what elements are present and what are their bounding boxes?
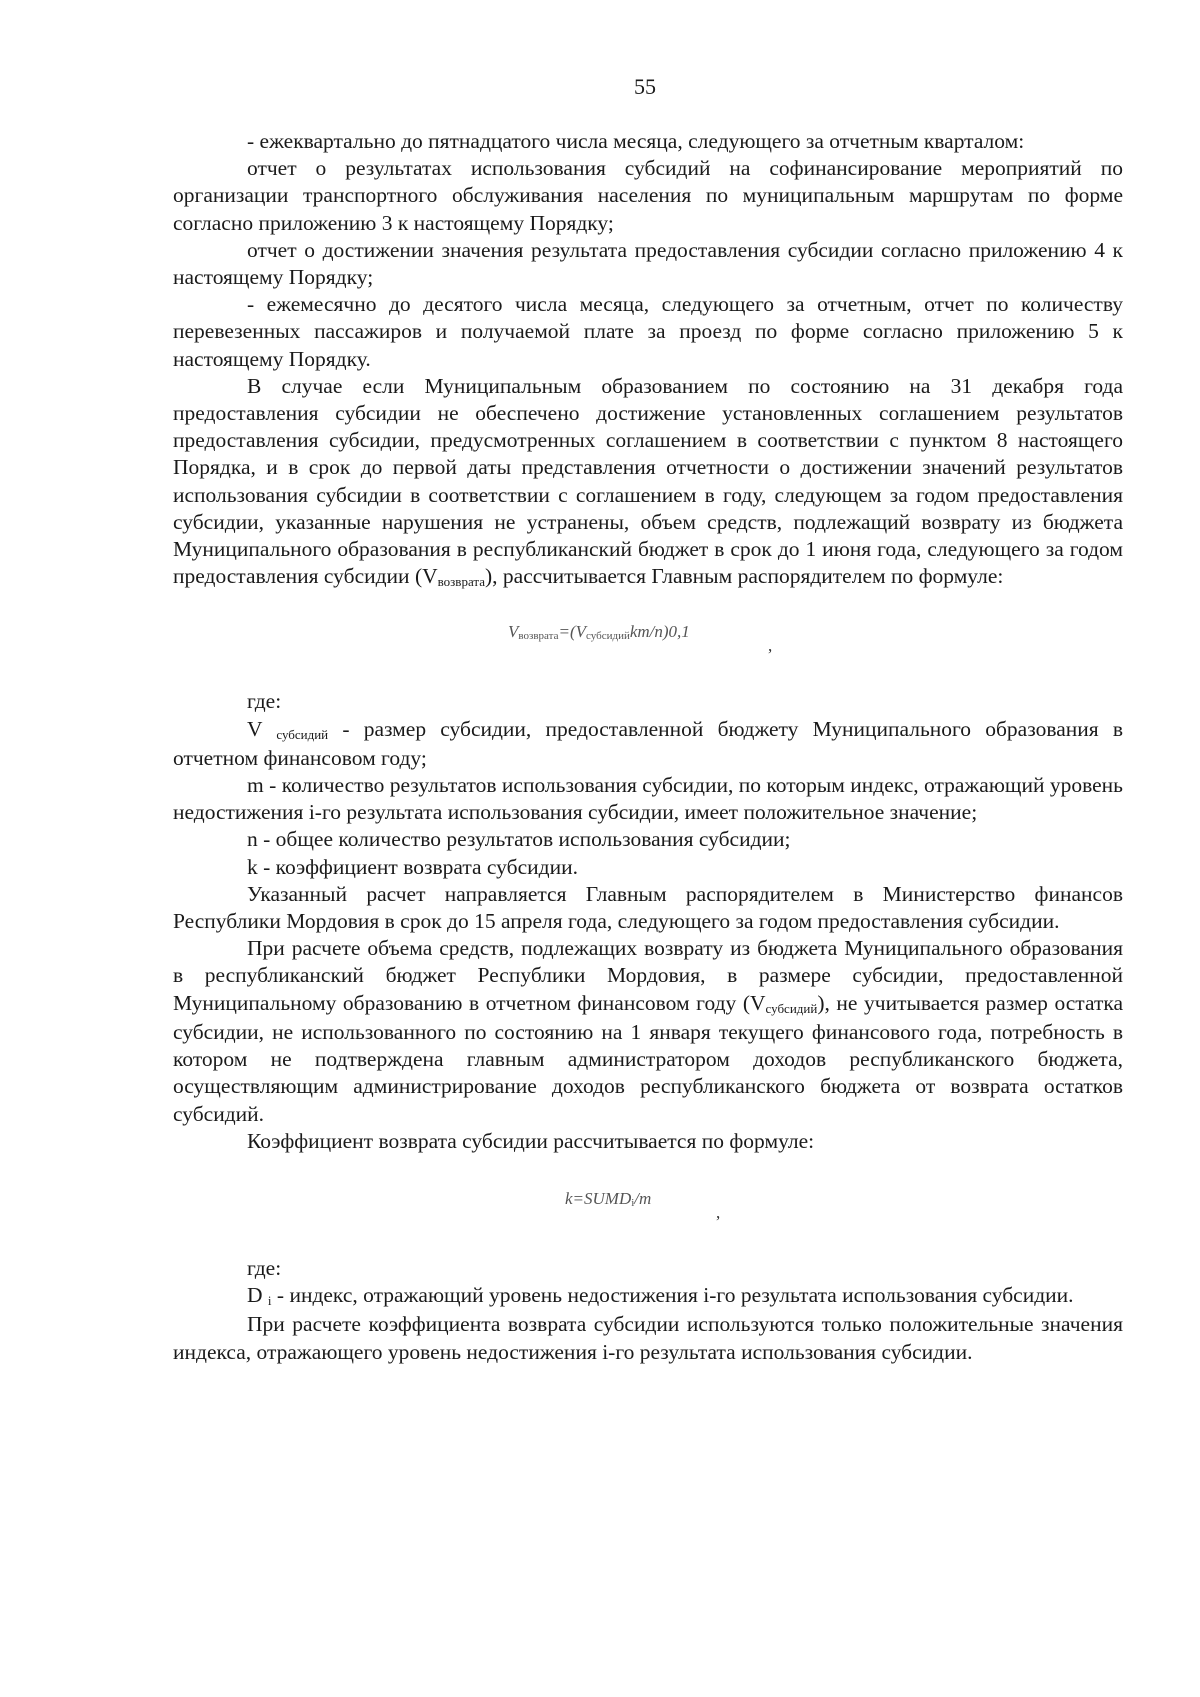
- definition-v-text: - размер субсидии, предоставленной бюджету Муниципального образования в отчетном финансовом году;: [173, 716, 1123, 770]
- refund-subscript: возврата: [437, 574, 485, 590]
- refund-volume-tail: ), не учитывается размер остатка субсидии, не использованного по состоянию на 1 января текущего финансового года, потребность в котором не подтверждена главным администратором доходов республиканского бюджета, осуществляющим администрирование доходов республиканского бюджета от возврата остатков субсидий.: [173, 990, 1123, 1126]
- paragraph-refund-condition: [173, 373, 1123, 593]
- paragraph-report-result: отчет о достижении значения результата предоставления субсидии согласно приложению 4 к настоящему Порядку;: [173, 237, 1123, 290]
- definition-v-sub: субсидий: [276, 726, 329, 742]
- refund-condition-text: В случае если Муниципальным образованием по состоянию на 31 декабря года предоставления субсидии не обеспечено достижение установленных соглашением результатов предоставления субсидии, предусмотренных соглашением в соответствии с пунктом 8 настоящего Порядка, и в срок до первой даты представления отчетности о достижении значений результатов использования субсидии в соответствии с соглашением в году, следующем за годом предоставления субсидии, указанные нарушения не устранены, объем средств, подлежащий возврату из бюджета Муниципального образования в республиканский бюджет в срок до 1 июня года, следующего за годом предоставления субсидии (V: [173, 373, 1123, 589]
- page-number: 55: [634, 74, 656, 99]
- paragraph-monthly: - ежемесячно до десятого числа месяца, следующего за отчетным, отчет по количеству перевезенных пассажиров и получаемой плате за проезд по форме согласно приложению 5 к настоящему Порядку.: [173, 292, 1123, 371]
- formula-refund-expression: [508, 618, 690, 648]
- where-label-1: где:: [247, 689, 282, 714]
- definition-v-symbol: V: [247, 716, 263, 741]
- paragraph-coefficient-intro: Коэффициент возврата субсидии рассчитывается по формуле:: [247, 1128, 815, 1153]
- definition-d-sub: i: [267, 1293, 272, 1309]
- paragraph-refund-volume: [173, 935, 1123, 1127]
- formula-refund-v-sub: возврата: [518, 630, 559, 643]
- refund-condition-tail: ), рассчитывается Главным распорядителем по формуле:: [485, 564, 1004, 589]
- formula-refund-comma: ,: [768, 636, 773, 656]
- formula-coefficient-sub: i: [631, 1196, 635, 1209]
- definition-d-text: - индекс, отражающий уровень недостижения i-го результата использования субсидии.: [271, 1283, 1074, 1308]
- definition-k: k - коэффициент возврата субсидии.: [247, 854, 578, 879]
- definition-n: n - общее количество результатов использования субсидии;: [247, 827, 791, 852]
- where-label-2: где:: [247, 1255, 282, 1280]
- document-body: [173, 128, 1123, 1366]
- formula-refund-rest: km/n)0,1: [629, 622, 690, 642]
- formula-coefficient-k: k=SUMD: [565, 1188, 632, 1208]
- definition-v-subsidies: [173, 716, 1123, 772]
- definition-d-symbol: D: [247, 1283, 263, 1308]
- formula-refund-v: V: [508, 622, 519, 642]
- formula-coefficient-expression: [565, 1185, 651, 1215]
- formula-coefficient-rest: /m: [634, 1188, 652, 1208]
- paragraph-calculation-sent: Указанный расчет направляется Главным распорядителем в Министерство финансов Республики Мордовия в срок до 15 апреля года, следующего за годом предоставления субсидии.: [173, 881, 1123, 934]
- refund-volume-sub: субсидий: [765, 1000, 818, 1016]
- paragraph-report-subsidies: отчет о результатах использования субсидий на софинансирование мероприятий по организации транспортного обслуживания населения по муниципальным маршрутам по форме согласно приложению 3 к настоящему Порядку;: [173, 156, 1123, 235]
- formula-refund-mid-sub: субсидий: [586, 630, 630, 643]
- paragraph-positive-values: При расчете коэффициента возврата субсидии используются только положительные значения индекса, отражающего уровень недостижения i-го результата использования субсидии.: [173, 1312, 1123, 1364]
- formula-coefficient: [173, 1177, 1123, 1235]
- definition-d: [173, 1282, 1123, 1311]
- formula-refund-mid: =(V: [558, 622, 587, 642]
- formula-refund: [173, 610, 1123, 668]
- formula-coefficient-comma: ,: [716, 1202, 721, 1222]
- definition-m: m - количество результатов использования субсидии, по которым индекс, отражающий уровень недостижения i-го результата использования субсидии, имеет положительное значение;: [173, 773, 1123, 825]
- refund-volume-text: При расчете объема средств, подлежащих возврату из бюджета Муниципального образования в республиканский бюджет Республики Мордовия, в размере субсидии, предоставленной Муниципальному образованию в отчетном финансовом году (V: [173, 936, 1123, 1015]
- paragraph-quarterly: - ежеквартально до пятнадцатого числа месяца, следующего за отчетным кварталом:: [247, 129, 1025, 153]
